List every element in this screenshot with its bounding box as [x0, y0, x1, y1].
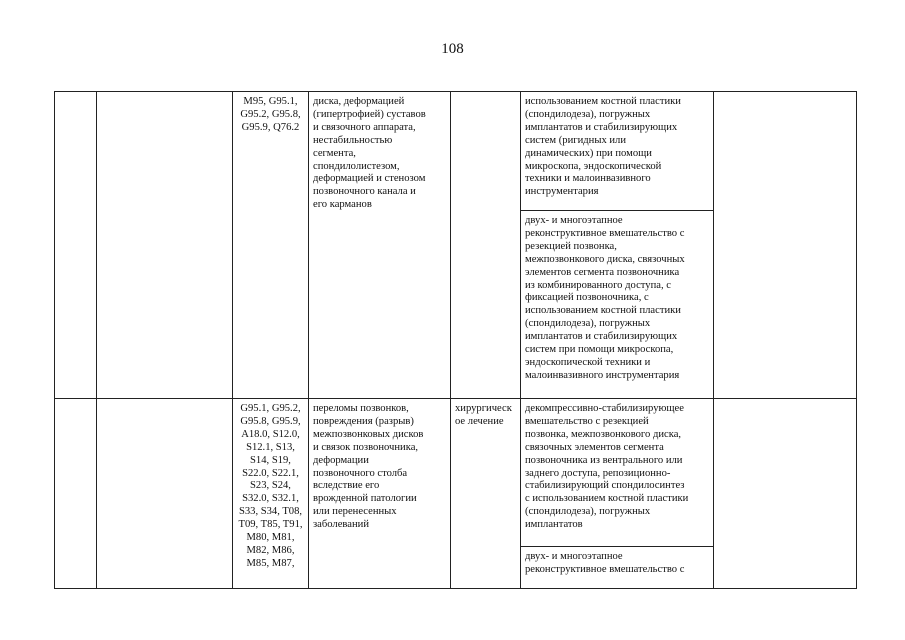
page-number: 108 [441, 41, 464, 57]
cell-treatment-type [451, 92, 521, 399]
cell-index [55, 399, 97, 589]
cell-codes: G95.1, G95.2, G95.8, G95.9, A18.0, S12.0, S12.1, S13, S14, S19, S22.0, S22.1, S23, S24, S32.0, S32.1, S33, S34, T08, T09, T85, T91, M80, M81, M82, M86, M85, M87, [233, 399, 309, 589]
cell-treatment-type: хирургическ ое лечение [451, 399, 521, 589]
medical-care-table [54, 91, 857, 589]
cell-name [97, 92, 233, 399]
cell-treatment-method: использованием костной пластики (спондилодеза), погружных имплантатов и стабилизирующих систем (ригидных или динамических) при помощи микроскопа, эндоскопической техники и малоинвазивного инструментария [521, 92, 714, 211]
cell-cost [714, 399, 857, 589]
cell-cost [714, 92, 857, 399]
table-row [55, 92, 857, 211]
cell-index [55, 92, 97, 399]
cell-treatment-method: декомпрессивно-стабилизирующее вмешательство с резекцией позвонка, межпозвонкового диска, связочных элементов сегмента позвоночника из вентрального или заднего доступа, репозиционно- стабилизирующий спондилосинтез с использованием костной пластики (спондилодеза), погружных имплантатов [521, 399, 714, 547]
cell-name [97, 399, 233, 589]
cell-treatment-method: двух- и многоэтапное реконструктивное вмешательство с резекцией позвонка, межпозвонкового диска, связочных элементов сегмента позвоночника из комбинированного доступа, с фиксацией позвоночника, с использованием костной пластики (спондилодеза), погружных имплантатов и стабилизирующих систем при помощи микроскопа, эндоскопической техники и малоинвазивного инструментария [521, 211, 714, 399]
cell-codes: M95, G95.1, G95.2, G95.8, G95.9, Q76.2 [233, 92, 309, 399]
cell-treatment-method: двух- и многоэтапное реконструктивное вмешательство с [521, 547, 714, 589]
cell-patient-model: диска, деформацией (гипертрофией) суставов и связочного аппарата, нестабильностью сегмента, спондилолистезом, деформацией и стенозом позвоночного канала и его карманов [309, 92, 451, 399]
table-row [55, 399, 857, 547]
cell-patient-model: переломы позвонков, повреждения (разрыв) межпозвонковых дисков и связок позвоночника, деформации позвоночного столба вследствие его врожденной патологии или перенесенных заболеваний [309, 399, 451, 589]
